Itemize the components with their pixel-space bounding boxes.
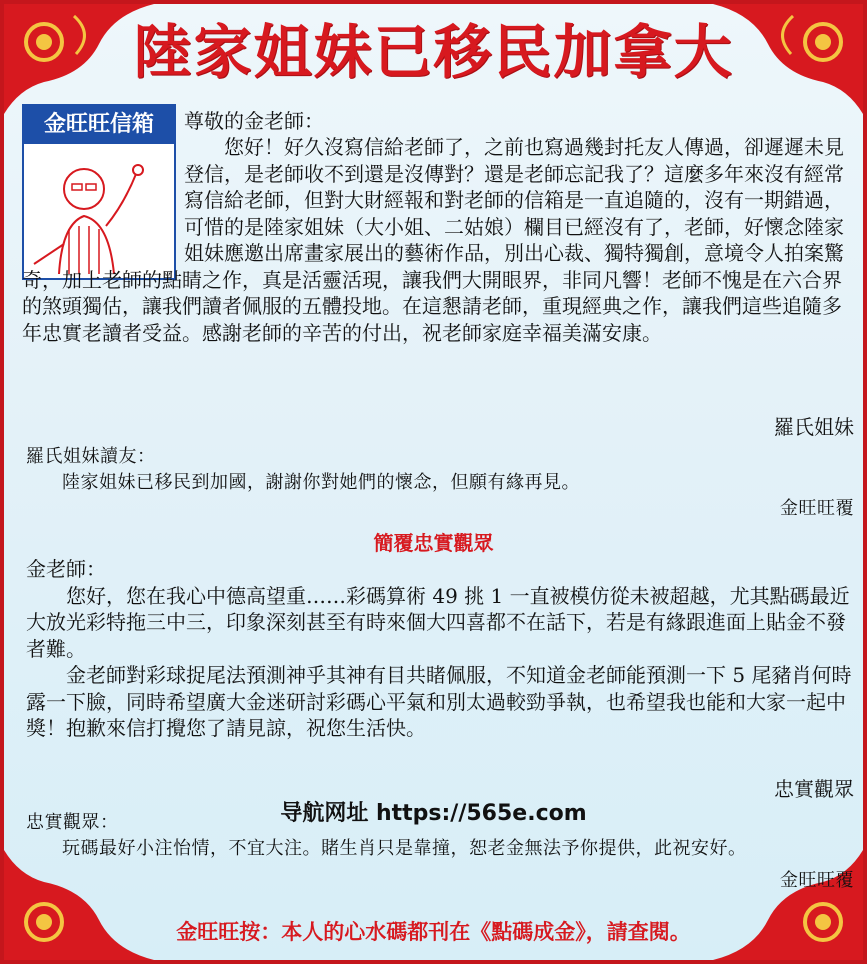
letter1-body-wrap xyxy=(22,134,854,406)
reply2-body: 玩碼最好小注怡情，不宜大注。賭生肖只是靠撞，恕老金無法予你提供，此祝安好。 xyxy=(62,838,747,859)
reply2-signature: 金旺旺覆 xyxy=(780,870,854,891)
letter1-body: 您好！好久沒寫信給老師了，之前也寫過幾封托友人傳過，卻遲遲未見登信，是老師收不到還是沒傳對？還是老師忘記我了？這麼多年來沒有經常寫信給老師，但對大財經報和對老師的信箱是一直追隨的，沒有一期錯過，可惜的是陸家姐妹（大小姐、二姑娘）欄目已經沒有了，老師，好懷念陸家姐妹應邀出席畫家展出的藝術作品，別出心裁、獨特獨創，意境令人拍案驚奇，加上老師的點睛之作，真是活靈活現，讓我們大開眼界，非同凡響！老師不愧是在六合界的煞頭獨估，讓我們讀者佩服的五體投地。在這懇請老師，重現經典之作，讓我們這些追隨多年忠實老讀者受益。感謝老師的辛苦的付出，祝老師家庭幸福美滿安康。 xyxy=(22,135,844,345)
letter2-para1: 您好，您在我心中德高望重……彩碼算術 49 挑 1 一直被模仿從未被超越，尤其點碼最近大放光彩特拖三中三，印象深刻甚至有時來個大四喜都不在話下，若是有緣跟進面上貼金不發者難。 xyxy=(26,583,850,661)
column-badge: 金旺旺信箱 xyxy=(24,106,174,144)
letter1-signature: 羅氏姐妹 xyxy=(774,415,854,439)
letter1-salutation: 尊敬的金老師： xyxy=(184,109,324,133)
float-spacer xyxy=(22,134,184,266)
letter2-signature: 忠實觀眾 xyxy=(774,777,854,801)
watermark-url: 导航网址 https://565e.com xyxy=(280,801,587,826)
letter2-para2: 金老師對彩球捉尾法預測神乎其神有目共睹佩服，不知道金老師能預測一下 5 尾豬肖何時露一下臉，同時希望廣大金迷研討彩碼心平氣和別太過較勁爭執，也希望我也能和大家一起中獎！抱歉來信打攪您了請見諒，祝您生活快。 xyxy=(26,663,852,740)
reply2-salutation: 忠實觀眾： xyxy=(26,812,119,833)
reply1-body: 陸家姐妹已移民到加國，謝謝你對她們的懷念，但願有緣再見。 xyxy=(62,472,580,493)
footer-note: 金旺旺按：本人的心水碼都刊在《點碼成金》，請查閱。 xyxy=(176,919,691,944)
reply1-salutation: 羅氏姐妹讀友： xyxy=(26,446,156,467)
page-title: 陸家姐妹已移民加拿大 xyxy=(133,18,734,86)
letter2-salutation: 金老師： xyxy=(26,557,106,581)
reply1-signature: 金旺旺覆 xyxy=(780,498,854,519)
section-heading: 簡覆忠實觀眾 xyxy=(373,531,494,555)
letter1-body-flow xyxy=(184,135,224,159)
